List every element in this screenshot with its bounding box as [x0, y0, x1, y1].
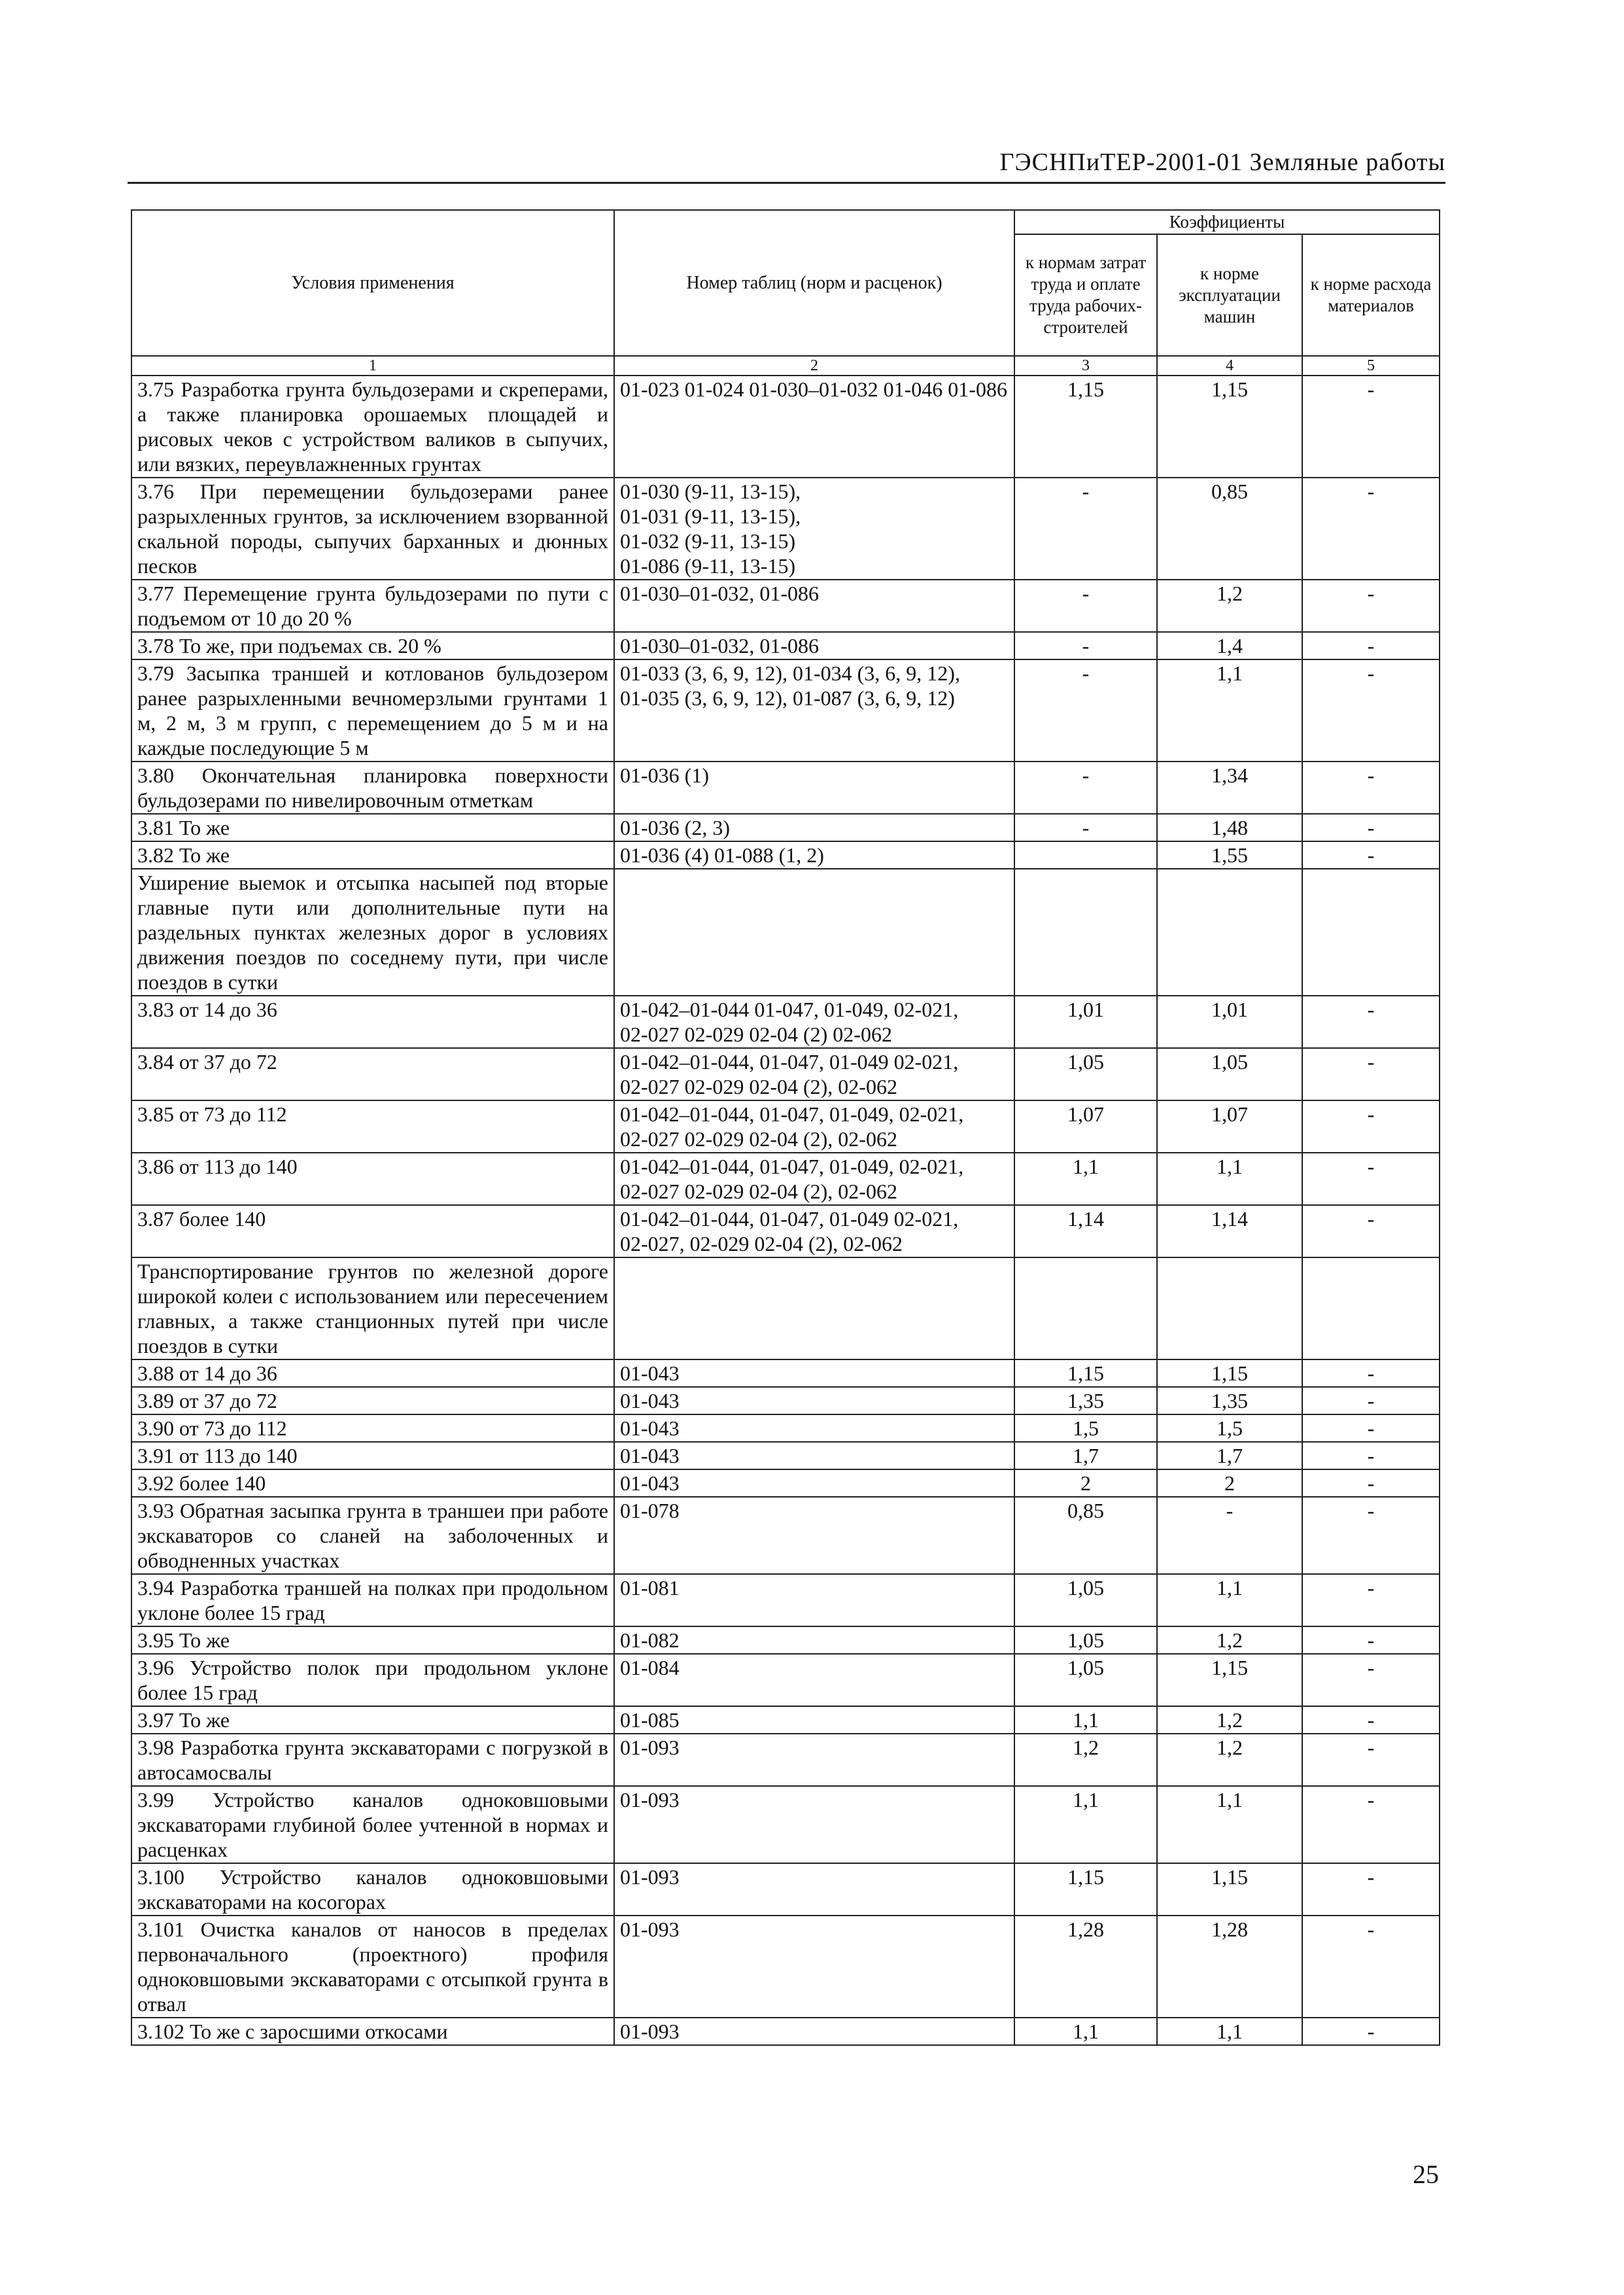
labor-coefficient-cell: 1,01 — [1014, 996, 1157, 1048]
machines-coefficient-cell: 1,4 — [1157, 632, 1302, 659]
column-number: 1 — [131, 356, 614, 376]
labor-coefficient-cell: 1,05 — [1014, 1574, 1157, 1626]
table-numbers-cell: 01-084 — [614, 1654, 1014, 1706]
table-row — [131, 762, 1440, 814]
materials-coefficient-cell: - — [1302, 1387, 1440, 1414]
condition-cell: Транспортирование грунтов по железной дороге широкой колеи с использованием или пересечением главных, а также станционных путей при числе поездов в сутки — [131, 1257, 614, 1359]
column-number: 3 — [1014, 356, 1157, 376]
materials-coefficient-cell: - — [1302, 478, 1440, 580]
condition-cell: 3.93 Обратная засыпка грунта в траншеи при работе экскаваторов со сланей на заболоченных и обводненных участках — [131, 1497, 614, 1574]
machines-coefficient-cell: 1,15 — [1157, 376, 1302, 478]
table-numbers-cell: 01-042–01-044, 01-047, 01-049 02-021, 02-027 02-029 02-04 (2), 02-062 — [614, 1048, 1014, 1100]
machines-coefficient-cell: 1,28 — [1157, 1916, 1302, 2018]
table-numbers-cell: 01-085 — [614, 1706, 1014, 1734]
header-coefficients: Коэффициенты — [1014, 210, 1440, 234]
materials-coefficient-cell: - — [1302, 1497, 1440, 1574]
table-row — [131, 841, 1440, 869]
table-row — [131, 1626, 1440, 1654]
table-numbers-cell: 01-093 — [614, 1916, 1014, 2018]
materials-coefficient-cell: - — [1302, 632, 1440, 659]
table-row — [131, 1205, 1440, 1257]
table-row — [131, 1734, 1440, 1786]
table-row — [131, 1414, 1440, 1442]
materials-coefficient-cell: - — [1302, 762, 1440, 814]
column-number: 2 — [614, 356, 1014, 376]
condition-cell: 3.100 Устройство каналов одноковшовыми экскаваторами на косогорах — [131, 1863, 614, 1916]
table-numbers-cell: 01-093 — [614, 1863, 1014, 1916]
materials-coefficient-cell: - — [1302, 2018, 1440, 2045]
table-numbers-cell: 01-033 (3, 6, 9, 12), 01-034 (3, 6, 9, 12), 01-035 (3, 6, 9, 12), 01-087 (3, 6, 9, 12) — [614, 659, 1014, 762]
machines-coefficient-cell: 1,1 — [1157, 1786, 1302, 1863]
table-row — [131, 1257, 1440, 1359]
labor-coefficient-cell: 1,15 — [1014, 1863, 1157, 1916]
table-numbers-cell: 01-036 (4) 01-088 (1, 2) — [614, 841, 1014, 869]
table-row — [131, 1442, 1440, 1469]
table-numbers-cell: 01-042–01-044, 01-047, 01-049 02-021, 02-027, 02-029 02-04 (2), 02-062 — [614, 1205, 1014, 1257]
condition-cell: 3.91 от 113 до 140 — [131, 1442, 614, 1469]
condition-cell: Уширение выемок и отсыпка насыпей под вторые главные пути или дополнительные пути на раздельных пунктах железных дорог в условиях движения поездов по соседнему пути, при числе поездов в сутки — [131, 869, 614, 996]
labor-coefficient-cell — [1014, 869, 1157, 996]
header-machines: к норме эксплуатации машин — [1157, 234, 1302, 356]
coefficients-table — [131, 209, 1440, 2046]
column-numbers-row — [131, 356, 1440, 376]
column-number: 5 — [1302, 356, 1440, 376]
condition-cell: 3.83 от 14 до 36 — [131, 996, 614, 1048]
condition-cell: 3.92 более 140 — [131, 1469, 614, 1497]
condition-cell: 3.90 от 73 до 112 — [131, 1414, 614, 1442]
table-row — [131, 2018, 1440, 2045]
condition-cell: 3.97 То же — [131, 1706, 614, 1734]
table-row — [131, 1153, 1440, 1205]
condition-cell: 3.96 Устройство полок при продольном уклоне более 15 град — [131, 1654, 614, 1706]
machines-coefficient-cell: 1,2 — [1157, 1706, 1302, 1734]
table-row — [131, 659, 1440, 762]
materials-coefficient-cell — [1302, 869, 1440, 996]
condition-cell: 3.80 Окончательная планировка поверхности бульдозерами по нивелировочным отметкам — [131, 762, 614, 814]
condition-cell: 3.87 более 140 — [131, 1205, 614, 1257]
condition-cell: 3.86 от 113 до 140 — [131, 1153, 614, 1205]
table-row — [131, 1497, 1440, 1574]
labor-coefficient-cell: 1,15 — [1014, 1359, 1157, 1387]
machines-coefficient-cell: 1,1 — [1157, 2018, 1302, 2045]
labor-coefficient-cell: 0,85 — [1014, 1497, 1157, 1574]
header-materials: к норме расхода материалов — [1302, 234, 1440, 356]
machines-coefficient-cell: 1,5 — [1157, 1414, 1302, 1442]
table-numbers-cell: 01-042–01-044, 01-047, 01-049, 02-021, 02-027 02-029 02-04 (2), 02-062 — [614, 1100, 1014, 1153]
labor-coefficient-cell: 1,07 — [1014, 1100, 1157, 1153]
materials-coefficient-cell: - — [1302, 814, 1440, 841]
labor-coefficient-cell: 1,05 — [1014, 1626, 1157, 1654]
machines-coefficient-cell: 1,15 — [1157, 1863, 1302, 1916]
machines-coefficient-cell: 1,1 — [1157, 1574, 1302, 1626]
table-numbers-cell — [614, 869, 1014, 996]
labor-coefficient-cell: 1,28 — [1014, 1916, 1157, 2018]
condition-cell: 3.75 Разработка грунта бульдозерами и скреперами, а также планировка орошаемых площадей и рисовых чеков с устройством валиков в сыпучих, или вязких, переувлажненных грунтах — [131, 376, 614, 478]
labor-coefficient-cell: - — [1014, 659, 1157, 762]
materials-coefficient-cell: - — [1302, 1626, 1440, 1654]
labor-coefficient-cell: 1,35 — [1014, 1387, 1157, 1414]
condition-cell: 3.85 от 73 до 112 — [131, 1100, 614, 1153]
table-row — [131, 580, 1440, 632]
table-numbers-cell: 01-030–01-032, 01-086 — [614, 632, 1014, 659]
condition-cell: 3.95 То же — [131, 1626, 614, 1654]
table-numbers-cell: 01-042–01-044 01-047, 01-049, 02-021, 02-027 02-029 02-04 (2) 02-062 — [614, 996, 1014, 1048]
machines-coefficient-cell: 1,05 — [1157, 1048, 1302, 1100]
condition-cell: 3.81 То же — [131, 814, 614, 841]
table-numbers-cell: 01-036 (1) — [614, 762, 1014, 814]
machines-coefficient-cell: - — [1157, 1497, 1302, 1574]
table-row — [131, 1100, 1440, 1153]
labor-coefficient-cell — [1014, 1257, 1157, 1359]
table-numbers-cell: 01-043 — [614, 1469, 1014, 1497]
table-numbers-cell: 01-043 — [614, 1414, 1014, 1442]
condition-cell: 3.88 от 14 до 36 — [131, 1359, 614, 1387]
machines-coefficient-cell: 1,1 — [1157, 659, 1302, 762]
labor-coefficient-cell: 1,14 — [1014, 1205, 1157, 1257]
table-row — [131, 1469, 1440, 1497]
materials-coefficient-cell: - — [1302, 1205, 1440, 1257]
machines-coefficient-cell: 2 — [1157, 1469, 1302, 1497]
labor-coefficient-cell: 1,1 — [1014, 1706, 1157, 1734]
machines-coefficient-cell: 1,07 — [1157, 1100, 1302, 1153]
table-body — [131, 376, 1440, 2045]
table-numbers-cell: 01-042–01-044, 01-047, 01-049, 02-021, 02-027 02-029 02-04 (2), 02-062 — [614, 1153, 1014, 1205]
materials-coefficient-cell: - — [1302, 996, 1440, 1048]
table-row — [131, 1863, 1440, 1916]
labor-coefficient-cell: - — [1014, 478, 1157, 580]
table-numbers-cell: 01-043 — [614, 1387, 1014, 1414]
machines-coefficient-cell: 1,15 — [1157, 1654, 1302, 1706]
labor-coefficient-cell: 1,1 — [1014, 2018, 1157, 2045]
materials-coefficient-cell: - — [1302, 1706, 1440, 1734]
table-numbers-cell: 01-093 — [614, 1786, 1014, 1863]
materials-coefficient-cell: - — [1302, 1786, 1440, 1863]
table-numbers-cell — [614, 1257, 1014, 1359]
machines-coefficient-cell: 1,35 — [1157, 1387, 1302, 1414]
labor-coefficient-cell: - — [1014, 632, 1157, 659]
table-numbers-cell: 01-093 — [614, 2018, 1014, 2045]
table-row — [131, 632, 1440, 659]
machines-coefficient-cell: 1,7 — [1157, 1442, 1302, 1469]
materials-coefficient-cell — [1302, 1257, 1440, 1359]
materials-coefficient-cell: - — [1302, 1574, 1440, 1626]
materials-coefficient-cell: - — [1302, 376, 1440, 478]
materials-coefficient-cell: - — [1302, 1469, 1440, 1497]
table-row — [131, 1048, 1440, 1100]
table-row — [131, 1359, 1440, 1387]
table-numbers-cell: 01-043 — [614, 1359, 1014, 1387]
materials-coefficient-cell: - — [1302, 1153, 1440, 1205]
table-row — [131, 1387, 1440, 1414]
table-row — [131, 814, 1440, 841]
labor-coefficient-cell — [1014, 841, 1157, 869]
table-row — [131, 1574, 1440, 1626]
labor-coefficient-cell: 1,1 — [1014, 1153, 1157, 1205]
materials-coefficient-cell: - — [1302, 1442, 1440, 1469]
condition-cell: 3.78 То же, при подъемах св. 20 % — [131, 632, 614, 659]
running-header: ГЭСНПиТЕР-2001-01 Земляные работы — [999, 149, 1445, 176]
table-row — [131, 996, 1440, 1048]
machines-coefficient-cell: 1,01 — [1157, 996, 1302, 1048]
machines-coefficient-cell: 1,55 — [1157, 841, 1302, 869]
table-numbers-cell: 01-082 — [614, 1626, 1014, 1654]
condition-cell: 3.101 Очистка каналов от наносов в пределах первоначального (проектного) профиля одноковшовыми экскаваторами с отсыпкой грунта в отвал — [131, 1916, 614, 2018]
table-numbers-cell: 01-023 01-024 01-030–01-032 01-046 01-086 — [614, 376, 1014, 478]
machines-coefficient-cell: 0,85 — [1157, 478, 1302, 580]
labor-coefficient-cell: 1,5 — [1014, 1414, 1157, 1442]
machines-coefficient-cell: 1,14 — [1157, 1205, 1302, 1257]
condition-cell: 3.82 То же — [131, 841, 614, 869]
materials-coefficient-cell: - — [1302, 841, 1440, 869]
machines-coefficient-cell: 1,34 — [1157, 762, 1302, 814]
materials-coefficient-cell: - — [1302, 1359, 1440, 1387]
table-row — [131, 1654, 1440, 1706]
table-numbers-cell: 01-030 (9-11, 13-15), 01-031 (9-11, 13-15), 01-032 (9-11, 13-15) 01-086 (9-11, 13-15) — [614, 478, 1014, 580]
machines-coefficient-cell: 1,15 — [1157, 1359, 1302, 1387]
table-row — [131, 1786, 1440, 1863]
condition-cell: 3.98 Разработка грунта экскаваторами с погрузкой в автосамосвалы — [131, 1734, 614, 1786]
machines-coefficient-cell: 1,2 — [1157, 1734, 1302, 1786]
labor-coefficient-cell: 1,05 — [1014, 1654, 1157, 1706]
labor-coefficient-cell: - — [1014, 762, 1157, 814]
materials-coefficient-cell: - — [1302, 1100, 1440, 1153]
page-number: 25 — [1413, 2160, 1439, 2189]
condition-cell: 3.89 от 37 до 72 — [131, 1387, 614, 1414]
column-number: 4 — [1157, 356, 1302, 376]
condition-cell: 3.94 Разработка траншей на полках при продольном уклоне более 15 град — [131, 1574, 614, 1626]
materials-coefficient-cell: - — [1302, 580, 1440, 632]
header-rule — [128, 182, 1445, 184]
header-labor: к нормам затрат труда и оплате труда рабочих-строителей — [1014, 234, 1157, 356]
labor-coefficient-cell: 1,7 — [1014, 1442, 1157, 1469]
labor-coefficient-cell: 2 — [1014, 1469, 1157, 1497]
labor-coefficient-cell: - — [1014, 580, 1157, 632]
labor-coefficient-cell: - — [1014, 814, 1157, 841]
labor-coefficient-cell: 1,05 — [1014, 1048, 1157, 1100]
table-numbers-cell: 01-043 — [614, 1442, 1014, 1469]
table-numbers-cell: 01-030–01-032, 01-086 — [614, 580, 1014, 632]
machines-coefficient-cell: 1,48 — [1157, 814, 1302, 841]
condition-cell: 3.84 от 37 до 72 — [131, 1048, 614, 1100]
condition-cell: 3.99 Устройство каналов одноковшовыми экскаваторами глубиной более учтенной в нормах и расценках — [131, 1786, 614, 1863]
table-numbers-cell: 01-078 — [614, 1497, 1014, 1574]
machines-coefficient-cell — [1157, 869, 1302, 996]
labor-coefficient-cell: 1,15 — [1014, 376, 1157, 478]
materials-coefficient-cell: - — [1302, 1863, 1440, 1916]
materials-coefficient-cell: - — [1302, 1654, 1440, 1706]
labor-coefficient-cell: 1,2 — [1014, 1734, 1157, 1786]
condition-cell: 3.76 При перемещении бульдозерами ранее разрыхленных грунтов, за исключением взорванной скальной породы, сыпучих барханных и дюнных песков — [131, 478, 614, 580]
table-row — [131, 376, 1440, 478]
table-numbers-cell: 01-036 (2, 3) — [614, 814, 1014, 841]
machines-coefficient-cell — [1157, 1257, 1302, 1359]
table-numbers-cell: 01-093 — [614, 1734, 1014, 1786]
table-row — [131, 1706, 1440, 1734]
table-row — [131, 478, 1440, 580]
table-numbers-cell: 01-081 — [614, 1574, 1014, 1626]
materials-coefficient-cell: - — [1302, 1916, 1440, 2018]
condition-cell: 3.77 Перемещение грунта бульдозерами по пути с подъемом от 10 до 20 % — [131, 580, 614, 632]
machines-coefficient-cell: 1,2 — [1157, 580, 1302, 632]
table-row — [131, 869, 1440, 996]
condition-cell: 3.102 То же с заросшими откосами — [131, 2018, 614, 2045]
machines-coefficient-cell: 1,2 — [1157, 1626, 1302, 1654]
machines-coefficient-cell: 1,1 — [1157, 1153, 1302, 1205]
materials-coefficient-cell: - — [1302, 1734, 1440, 1786]
materials-coefficient-cell: - — [1302, 1048, 1440, 1100]
table-row — [131, 1916, 1440, 2018]
condition-cell: 3.79 Засыпка траншей и котлованов бульдозером ранее разрыхленными вечномерзлыми грунтами 1 м, 2 м, 3 м групп, с перемещением до 5 м и на каждые последующие 5 м — [131, 659, 614, 762]
labor-coefficient-cell: 1,1 — [1014, 1786, 1157, 1863]
materials-coefficient-cell: - — [1302, 1414, 1440, 1442]
header-tables: Номер таблиц (норм и расценок) — [614, 210, 1014, 356]
materials-coefficient-cell: - — [1302, 659, 1440, 762]
header-condition: Условия применения — [131, 210, 614, 356]
